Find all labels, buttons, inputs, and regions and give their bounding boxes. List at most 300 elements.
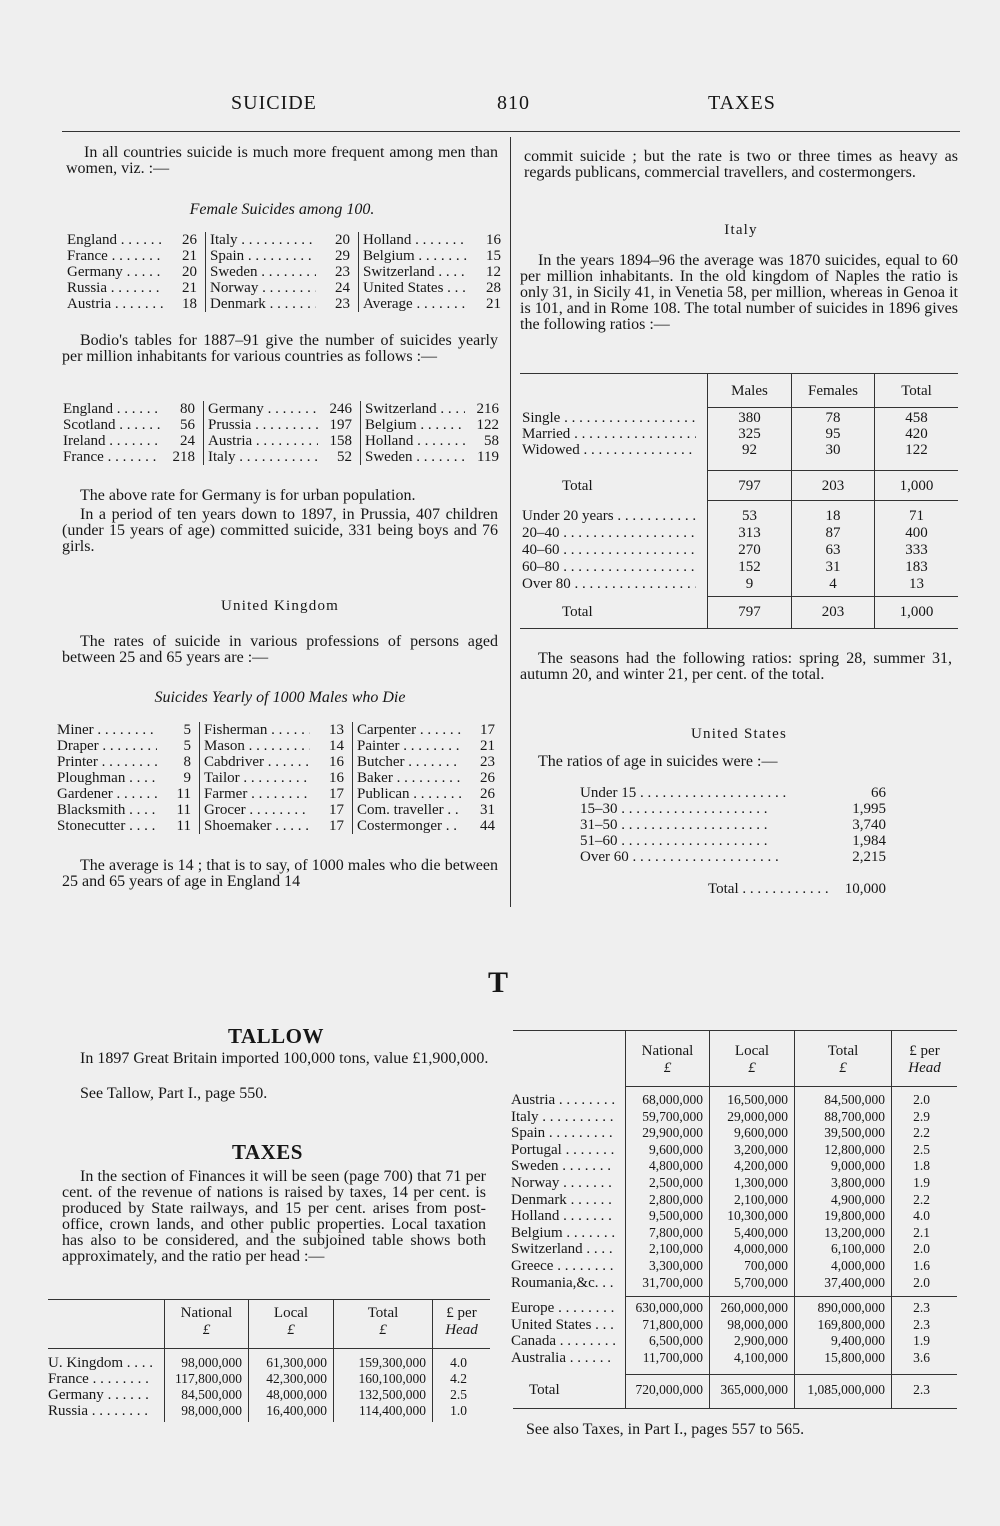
row-label: Farmer . . . (204, 786, 310, 802)
table-row (511, 1300, 615, 1316)
row-label: Shoemaker . . . (204, 818, 310, 834)
row-value: 18 (182, 296, 197, 312)
column-header-unit: £ (663, 1060, 672, 1076)
row-value: 1.6 (913, 1258, 930, 1273)
row-label: Switzerland . . . (511, 1241, 615, 1257)
table-row (67, 264, 509, 280)
row-value: 1.9 (913, 1175, 930, 1190)
row-value: 5,400,000 (734, 1224, 788, 1240)
row-label: Italy . . . (210, 232, 316, 248)
italy-col-total: Total (901, 383, 932, 399)
row-value: 16 (486, 232, 501, 248)
table-row (511, 1192, 615, 1208)
row-value: 183 (905, 559, 928, 575)
row-value: 52 (337, 449, 352, 465)
table-cell-group (203, 401, 360, 417)
row-label: Holland . . . (363, 232, 467, 248)
row-value: 21 (480, 738, 495, 754)
row-value: 2.0 (913, 1092, 930, 1107)
table-cell-group (358, 264, 509, 280)
table-row (522, 576, 696, 592)
table-row (511, 1142, 615, 1158)
row-label: England . . . (63, 401, 161, 417)
row-label: Fisherman . . . (204, 722, 310, 738)
table-row (511, 1333, 615, 1349)
row-value: 78 (825, 410, 841, 426)
row-label: Married . . . (522, 426, 696, 442)
row-label: Sweden . . . (210, 264, 316, 280)
row-value: 1.0 (450, 1403, 467, 1418)
row-value: 313 (738, 525, 761, 541)
row-value: 4,000,000 (734, 1241, 788, 1257)
row-value: 80 (180, 401, 195, 417)
row-value: 26 (480, 770, 495, 786)
row-value: 26 (182, 232, 197, 248)
row-label: Belgium . . . (363, 248, 467, 264)
italy-col-females: Females (808, 383, 858, 399)
total-row (511, 1382, 633, 1398)
row-value: 4.0 (913, 1208, 930, 1224)
row-value: 28 (486, 280, 501, 296)
taxes-right-rule (625, 1374, 957, 1375)
table-cell-group (57, 770, 199, 786)
row-value: 333 (905, 542, 928, 558)
row-value: 246 (329, 401, 352, 417)
row-value: 16,400,000 (266, 1403, 327, 1418)
row-value: 31 (825, 559, 841, 575)
table-row (511, 1208, 615, 1224)
table-cell-group (360, 449, 507, 465)
row-value: 1,984 (852, 833, 886, 849)
table-cell-group (203, 417, 360, 433)
table-cell-group (352, 786, 503, 802)
row-label: Switzerland . . . (365, 401, 465, 417)
row-label: Denmark . . . (511, 1192, 615, 1208)
taxes-right-bottom-rule (513, 1408, 957, 1409)
row-value: 203 (821, 604, 845, 620)
table-row (511, 1258, 615, 1274)
row-value: 11,700,000 (642, 1349, 703, 1365)
row-value: 9 (183, 770, 191, 786)
row-value: 17 (329, 802, 344, 818)
row-value: 2,800,000 (649, 1191, 703, 1207)
italy-col-males: Males (731, 383, 768, 399)
row-value: 26 (480, 786, 495, 802)
row-value: 68,000,000 (642, 1092, 703, 1107)
average-paragraph: The average is 14 ; that is to say, of 1000 males who die between 25 and 65 years of age in England 14 (62, 857, 498, 890)
header-rule (62, 131, 960, 132)
row-label: Denmark . . . (210, 296, 316, 312)
row-label: Scotland . . . (63, 417, 161, 433)
row-label: 40–60 . . . (522, 542, 696, 558)
female-table-title: Female Suicides among 100. (189, 201, 375, 218)
row-label: 15–30 . . . (580, 801, 830, 817)
row-label: Belgium . . . (365, 417, 465, 433)
table-row (48, 1403, 152, 1419)
italy-heading: Italy (724, 222, 758, 238)
row-label: Under 15 . . . (580, 785, 830, 801)
column-header: National (180, 1305, 233, 1321)
row-value: 203 (821, 478, 845, 494)
table-cell-group (199, 738, 352, 754)
table-cell-group (203, 449, 360, 465)
row-label: Holland . . . (511, 1208, 615, 1224)
row-value: 13,200,000 (824, 1224, 885, 1240)
row-value: 197 (329, 417, 352, 433)
row-value: 14 (329, 738, 344, 754)
row-value: 122 (905, 442, 928, 458)
row-value: 12,800,000 (824, 1141, 885, 1157)
tallow-paragraph: In 1897 Great Britain imported 100,000 tons, value £1,900,000. (80, 1050, 489, 1067)
table-cell-group (57, 754, 199, 770)
row-value: 1.8 (913, 1158, 930, 1174)
tallow-see: See Tallow, Part I., page 550. (80, 1085, 268, 1102)
row-value: 2.5 (913, 1141, 930, 1157)
table-cell-group (352, 818, 503, 834)
row-value: 158 (329, 433, 352, 449)
table-cell-group (199, 818, 352, 834)
row-label: Printer . . . (57, 754, 157, 770)
row-value: 58 (484, 433, 499, 449)
table-cell-group (358, 232, 509, 248)
row-value: 66 (871, 785, 886, 801)
row-value: 37,400,000 (824, 1274, 885, 1290)
row-value: 39,500,000 (824, 1125, 885, 1141)
row-label: Russia . . . (67, 280, 163, 296)
table-cell-group (67, 264, 205, 280)
row-value: 9,500,000 (649, 1208, 703, 1224)
table-row (57, 754, 503, 770)
row-value: 13 (329, 722, 344, 738)
table-row (522, 410, 696, 426)
table-row (522, 508, 696, 524)
table-cell-group (352, 738, 503, 754)
row-value: 71 (909, 508, 924, 524)
row-value: 9,600,000 (734, 1125, 788, 1141)
row-value: 17 (329, 818, 344, 834)
row-value: 2.5 (450, 1387, 467, 1402)
taxes-paragraph: In the section of Finances it will be seen (page 700) that 71 per cent. of the revenue of nations is raised by taxes, 14 per cent. is produced by State railways, and 15 per cent. arises from post-office, crown lands, and other public properties. Local taxation has also to be considered, and the subjoined table shows both approximately, and the ratio per head :— (62, 1168, 486, 1265)
row-value: 30 (825, 442, 841, 458)
row-value: 2.3 (913, 1316, 930, 1332)
row-label: Painter . . . (357, 738, 461, 754)
table-row (580, 833, 886, 849)
row-value: 2.0 (913, 1274, 930, 1290)
row-value: 325 (738, 426, 761, 442)
table-row (67, 296, 509, 312)
row-value: 2.2 (913, 1191, 930, 1207)
table-row (67, 280, 509, 296)
row-value: 2.2 (913, 1125, 930, 1141)
table-cell-group (199, 802, 352, 818)
row-label: Australia . . . (511, 1350, 615, 1366)
row-label: Germany . . . (48, 1387, 152, 1403)
table-row (511, 1225, 615, 1241)
tallow-title: TALLOW (228, 1024, 324, 1048)
row-label: Norway . . . (511, 1175, 615, 1191)
row-label: Portugal . . . (511, 1142, 615, 1158)
row-value: 218 (172, 449, 195, 465)
total-row (708, 881, 886, 897)
row-value: 17 (329, 786, 344, 802)
table-row (522, 559, 696, 575)
row-label: Italy . . . (208, 449, 318, 465)
row-value: 13 (909, 576, 924, 592)
row-label: Gardener . . . (57, 786, 157, 802)
row-value: 4,100,000 (734, 1349, 788, 1365)
column-header: £ per (446, 1305, 477, 1321)
row-value: 4,200,000 (734, 1158, 788, 1174)
table-cell-group (205, 264, 358, 280)
row-label: Grocer . . . (204, 802, 310, 818)
column-header-unit: £ (202, 1322, 211, 1338)
table-cell-group (63, 449, 203, 465)
table-row (48, 1371, 152, 1387)
table-row (57, 818, 503, 834)
germany-note: The above rate for Germany is for urban population. (80, 487, 416, 504)
row-value: 1,000 (899, 604, 934, 620)
row-value: 117,800,000 (175, 1371, 242, 1386)
row-value: 18 (825, 508, 841, 524)
header-left: SUICIDE (231, 92, 317, 114)
table-cell-group (199, 770, 352, 786)
table-cell-group (205, 232, 358, 248)
row-value: 92 (742, 442, 757, 458)
row-value: 24 (180, 433, 195, 449)
row-value: 270 (738, 542, 761, 558)
row-value: 20 (182, 264, 197, 280)
table-cell-group (199, 754, 352, 770)
table-row (522, 426, 696, 442)
row-label: 51–60 . . . (580, 833, 830, 849)
row-label: Italy . . . (511, 1109, 615, 1125)
row-value: 98,000,000 (181, 1355, 242, 1370)
row-value: 95 (825, 426, 841, 442)
row-value: 9 (745, 576, 754, 592)
row-value: 19,800,000 (824, 1208, 885, 1224)
row-value: 29 (335, 248, 350, 264)
table-cell-group (57, 738, 199, 754)
row-label: Belgium . . . (511, 1225, 615, 1241)
row-label: Tailor . . . (204, 770, 310, 786)
table-cell-group (358, 280, 509, 296)
table-cell-group (57, 818, 199, 834)
table-row (522, 542, 696, 558)
row-label: U. Kingdom . . . (48, 1355, 152, 1371)
row-value: 98,000,000 (181, 1403, 242, 1418)
row-label: Switzerland . . . (363, 264, 467, 280)
row-label: Blacksmith . . . (57, 802, 157, 818)
table-cell-group (352, 722, 503, 738)
row-label: France . . . (67, 248, 163, 264)
professions-table-title: Suicides Yearly of 1000 Males who Die (154, 689, 406, 706)
table-row (48, 1355, 152, 1371)
table-cell-group (352, 802, 503, 818)
row-label: Total (529, 1382, 560, 1398)
row-label: Russia . . . (48, 1403, 152, 1419)
row-value: 6,500,000 (649, 1333, 703, 1349)
us-heading: United States (690, 726, 787, 742)
row-value: 21 (486, 296, 501, 312)
row-label: Single . . . (522, 410, 696, 426)
table-cell-group (352, 754, 503, 770)
row-label: Germany . . . (208, 401, 318, 417)
row-label: Over 80 . . . (522, 576, 696, 592)
row-value: 2,100,000 (734, 1191, 788, 1207)
table-row (511, 1275, 615, 1291)
row-value: 1,995 (852, 801, 886, 817)
column-header: Total (367, 1305, 399, 1321)
table-cell-group (57, 722, 199, 738)
row-value: 59,700,000 (642, 1108, 703, 1124)
row-value: 114,400,000 (359, 1403, 426, 1418)
row-value: 122 (476, 417, 499, 433)
table-cell-group (203, 433, 360, 449)
table-cell-group (57, 802, 199, 818)
row-label: United States . . . (511, 1317, 615, 1333)
row-label: Norway . . . (210, 280, 316, 296)
total-row (522, 604, 696, 620)
column-header-unit: £ (379, 1322, 387, 1338)
row-value: 3,300,000 (649, 1258, 703, 1273)
row-value: 160,100,000 (358, 1371, 426, 1386)
row-label: 60–80 . . . (522, 559, 696, 575)
row-label: Canada . . . (511, 1333, 615, 1349)
table-cell-group (57, 786, 199, 802)
row-value: 4,800,000 (649, 1158, 703, 1174)
row-label: Widowed . . . (522, 442, 696, 458)
row-value: 797 (738, 604, 761, 620)
table-cell-group (358, 248, 509, 264)
row-value: 2.9 (913, 1108, 930, 1124)
row-value: 630,000,000 (635, 1300, 703, 1315)
row-value: 119 (477, 449, 499, 465)
table-row (57, 722, 503, 738)
table-row (63, 449, 507, 465)
header-right: TAXES (708, 92, 776, 114)
us-paragraph: The ratios of age in suicides were :— (538, 753, 778, 770)
prussia-paragraph: In a period of ten years down to 1897, in Prussia, 407 children (under 15 years of age) committed suicide, 331 being boys and 76 girls. (62, 506, 498, 555)
column-header-unit: £ (839, 1060, 847, 1076)
row-label: Spain . . . (511, 1125, 615, 1141)
row-value: 4 (829, 576, 837, 592)
table-cell-group (352, 770, 503, 786)
column-header-unit: £ (287, 1322, 295, 1338)
row-value: 11 (176, 818, 191, 834)
row-value: 159,300,000 (358, 1355, 426, 1370)
row-value: 4,900,000 (831, 1191, 885, 1207)
row-value: 2,500,000 (649, 1175, 703, 1190)
row-value: 9,600,000 (649, 1141, 703, 1157)
row-value: 84,500,000 (824, 1092, 885, 1107)
row-value: 88,700,000 (824, 1108, 885, 1124)
table-row (57, 802, 503, 818)
table-cell-group (67, 232, 205, 248)
taxes-left-header-rule (48, 1348, 490, 1349)
table-row (63, 401, 507, 417)
taxes-left-top-rule (48, 1299, 490, 1300)
italy-subtotal-rule (708, 500, 958, 501)
row-label: Total . . . (708, 881, 830, 897)
row-value: 16 (329, 770, 344, 786)
row-label: France . . . (63, 449, 161, 465)
row-value: 700,000 (744, 1258, 788, 1273)
row-value: 216 (476, 401, 499, 417)
row-value: 20 (335, 232, 350, 248)
continued-paragraph: commit suicide ; but the rate is two or three times as heavy as regards publicans, commercial travellers, and costermongers. (524, 148, 958, 181)
row-value: 420 (905, 426, 928, 442)
row-value: 2,100,000 (649, 1241, 703, 1257)
intro-paragraph: In all countries suicide is much more frequent among men than women, viz. :— (66, 144, 498, 177)
row-value: 1,085,000,000 (807, 1382, 885, 1397)
table-cell-group (205, 248, 358, 264)
table-row (48, 1387, 152, 1403)
italy-table-bottom-rule (520, 628, 958, 629)
table-row (67, 232, 509, 248)
table-row (63, 433, 507, 449)
row-value: 2.0 (913, 1241, 930, 1257)
row-label: Roumania,&c. . . . (511, 1275, 615, 1291)
row-value: 797 (738, 478, 761, 494)
row-label: Costermonger . . . (357, 818, 461, 834)
row-label: Austria . . . (208, 433, 318, 449)
column-header: £ per (909, 1043, 940, 1059)
row-value: 63 (825, 542, 841, 558)
row-value: 84,500,000 (181, 1387, 242, 1402)
row-value: 12 (486, 264, 501, 280)
row-value: 23 (335, 264, 350, 280)
row-value: 152 (738, 559, 761, 575)
table-cell-group (360, 417, 507, 433)
table-cell-group (67, 296, 205, 312)
row-value: 458 (905, 410, 928, 426)
row-value: 132,500,000 (358, 1387, 426, 1402)
table-row (522, 442, 696, 458)
row-label: Over 60 . . . (580, 849, 830, 865)
row-label: Total (562, 478, 593, 494)
row-label: Miner . . . (57, 722, 157, 738)
table-cell-group (205, 296, 358, 312)
uk-paragraph: The rates of suicide in various professions of persons aged between 25 and 65 years are :— (62, 633, 498, 666)
table-row (63, 417, 507, 433)
row-label: Total (562, 604, 593, 620)
row-label: England . . . (67, 232, 163, 248)
row-value: 29,900,000 (642, 1125, 703, 1141)
table-cell-group (63, 417, 203, 433)
row-label: Austria . . . (511, 1092, 615, 1108)
row-value: 31 (480, 802, 495, 818)
row-value: 8 (183, 754, 191, 770)
table-row (580, 785, 886, 801)
table-cell-group (205, 280, 358, 296)
table-row (511, 1241, 615, 1257)
row-label: Com. traveller . . . (357, 802, 461, 818)
column-header-unit: Head (445, 1322, 478, 1338)
row-value: 44 (480, 818, 495, 834)
row-label: Holland . . . (365, 433, 465, 449)
uk-heading: United Kingdom (220, 598, 340, 614)
table-row (511, 1175, 615, 1191)
bodio-paragraph: Bodio's tables for 1887–91 give the number of suicides yearly per million inhabitants for various countries as follows :— (62, 332, 498, 365)
row-value: 400 (905, 525, 928, 541)
see-also-taxes: See also Taxes, in Part I., pages 557 to 565. (526, 1421, 805, 1438)
table-row (580, 801, 886, 817)
row-value: 24 (335, 280, 350, 296)
row-label: Under 20 years . . . (522, 508, 696, 524)
row-value: 169,800,000 (817, 1316, 885, 1332)
table-row (511, 1125, 615, 1141)
row-label: Greece . . . (511, 1258, 615, 1274)
